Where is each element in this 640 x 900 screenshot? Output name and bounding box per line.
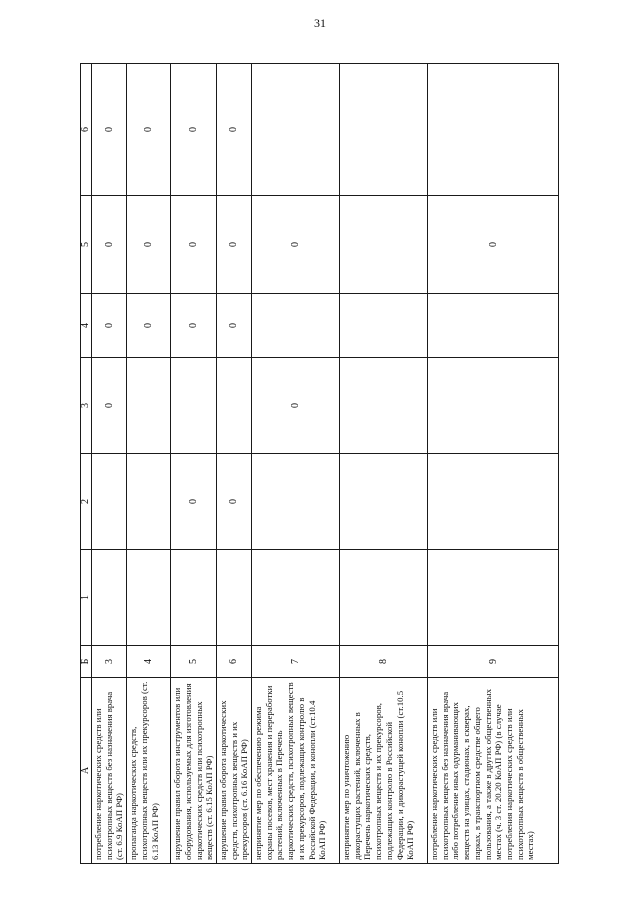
- table-cell: [92, 550, 127, 646]
- table-row: [252, 64, 340, 864]
- table-cell: [340, 64, 428, 196]
- table-cell: [216, 550, 251, 646]
- table-cell: [216, 358, 251, 454]
- row-number: 3: [92, 646, 127, 678]
- column-header: А: [81, 678, 92, 864]
- table-rotation-wrapper: [80, 64, 552, 864]
- table-cell: [340, 454, 428, 550]
- table-cell: [428, 550, 559, 646]
- table-cell: 0: [127, 294, 171, 358]
- table-cell: 0: [127, 196, 171, 294]
- column-header: 1: [81, 550, 92, 646]
- offense-description: потребление наркотических средств или психотропных веществ без назначения врача либо потребление иных одурманивающих веществ на улицах, стадионах, в скверах, парках, в транспортном средстве общего пользования, а также в других общественных местах (ч. 3 ст. 20.20 КоАП РФ) (в случае потребления наркотических средств или психотропных веществ в общественных местах): [428, 678, 559, 864]
- offense-description: потребление наркотических средств или психотропных веществ без назначения врача (ст. 6.9 КоАП РФ): [92, 678, 127, 864]
- table-cell: [252, 64, 340, 196]
- table-cell: 0: [216, 294, 251, 358]
- table-cell: [340, 550, 428, 646]
- table-cell: [340, 358, 428, 454]
- column-header: 5: [81, 196, 92, 294]
- table-row: [92, 64, 127, 864]
- row-number: 9: [428, 646, 559, 678]
- table-row: [127, 64, 171, 864]
- table-row: [171, 64, 217, 864]
- table-cell: 0: [92, 294, 127, 358]
- offense-description: непринятие мер по обеспечению режима охраны посевов, мест хранения и переработки растений, включенных в Перечень наркотических средств, психотропных веществ и их прекурсоров, подлежащих контролю в Российской Федерации, и конопли (ст.10.4 КоАП РФ): [252, 678, 340, 864]
- column-header: 2: [81, 454, 92, 550]
- table-cell: 0: [171, 294, 217, 358]
- column-header: 4: [81, 294, 92, 358]
- row-number: 8: [340, 646, 428, 678]
- table-cell: [171, 358, 217, 454]
- table-cell: 0: [92, 64, 127, 196]
- table-cell: 0: [428, 196, 559, 294]
- table-cell: [428, 358, 559, 454]
- offense-description: пропаганда наркотических средств, психотропных веществ или их прекурсоров (ст. 6.13 КоАП РФ): [127, 678, 171, 864]
- column-header: Б: [81, 646, 92, 678]
- table-cell: 0: [171, 196, 217, 294]
- table-cell: [428, 294, 559, 358]
- table-cell: [127, 454, 171, 550]
- table-cell: [252, 294, 340, 358]
- table-cell: 0: [127, 64, 171, 196]
- table-cell: [340, 294, 428, 358]
- offense-description: непринятие мер по уничтожению дикорастущих растений, включенных в Перечень наркотических средств, психотропных веществ и их прекурсоров, подлежащих контролю в Российской Федерации, и дикорастущей конопли (ст.10.5 КоАП РФ): [340, 678, 428, 864]
- offenses-table: [80, 63, 559, 864]
- page-number: 31: [314, 16, 326, 30]
- table-cell: 0: [216, 64, 251, 196]
- table-cell: [428, 64, 559, 196]
- table-cell: [171, 550, 217, 646]
- row-number: 5: [171, 646, 217, 678]
- table-cell: 0: [252, 358, 340, 454]
- row-number: 6: [216, 646, 251, 678]
- table-cell: 0: [92, 196, 127, 294]
- table-cell: [340, 196, 428, 294]
- row-number: 7: [252, 646, 340, 678]
- table-cell: [252, 550, 340, 646]
- table-cell: [127, 358, 171, 454]
- table-cell: [252, 454, 340, 550]
- offense-description: нарушение правил оборота наркотических средств, психотропных веществ и их прекурсоров (ст. 6.16 КоАП РФ): [216, 678, 251, 864]
- table-row: [428, 64, 559, 864]
- offense-description: нарушение правил оборота инструментов или оборудования, используемых для изготовления наркотических средств или психотропных веществ (ст. 6.15 КоАП РФ): [171, 678, 217, 864]
- table-header-row: [81, 64, 92, 864]
- table-cell: [127, 550, 171, 646]
- table-cell: 0: [252, 196, 340, 294]
- table-cell: 0: [216, 454, 251, 550]
- column-header: 3: [81, 358, 92, 454]
- table-cell: 0: [92, 358, 127, 454]
- table-cell: 0: [216, 196, 251, 294]
- table-row: [340, 64, 428, 864]
- table-cell: 0: [171, 64, 217, 196]
- table-row: [216, 64, 251, 864]
- table-cell: [428, 454, 559, 550]
- table-cell: 0: [171, 454, 217, 550]
- row-number: 4: [127, 646, 171, 678]
- column-header: 6: [81, 64, 92, 196]
- table-cell: [92, 454, 127, 550]
